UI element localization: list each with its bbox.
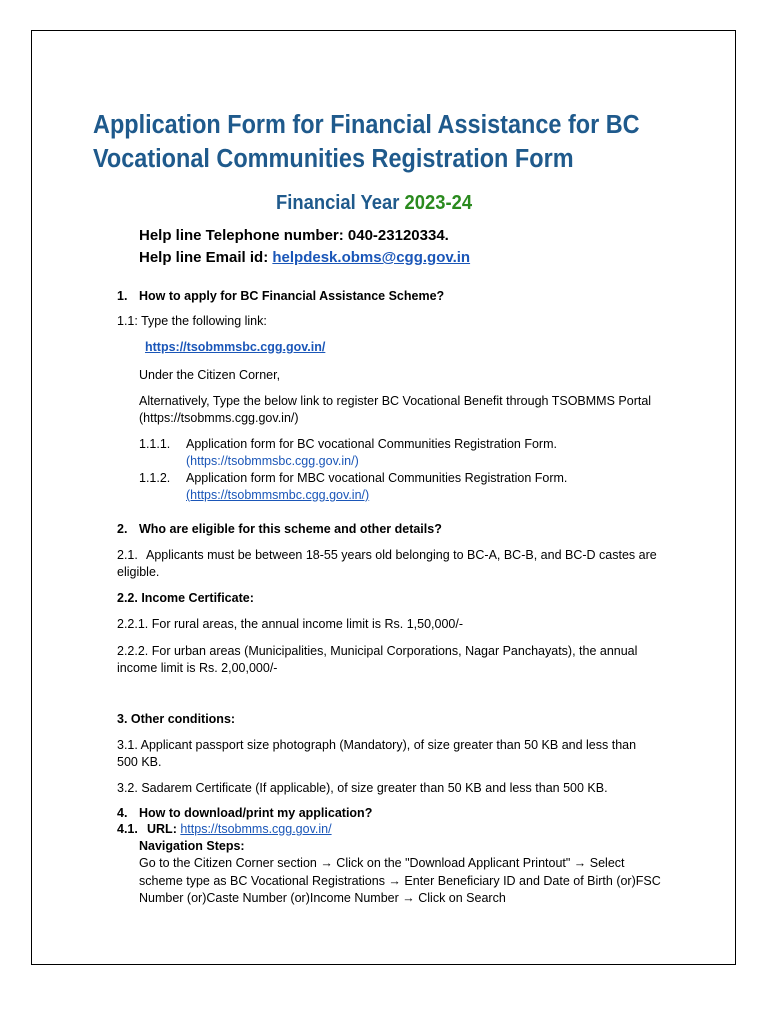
section-2-2-1: 2.2.1. For rural areas, the annual income limit is Rs. 1,50,000/- [117, 617, 463, 631]
citizen-corner-text: Under the Citizen Corner, [139, 368, 281, 382]
document-title [93, 108, 640, 176]
alternative-text-line-1: Alternatively, Type the below link to register BC Vocational Benefit through TSOBMMS Portal [139, 394, 652, 408]
helpline-email-label: Help line Email id: [139, 249, 269, 266]
section-1-1-2 [139, 470, 567, 487]
alternative-text-line-2: (https://tsobmms.cgg.gov.in/) [139, 411, 299, 425]
section-1-1-label-text: 1.1: Type the following link: [117, 314, 267, 328]
title-line-2: Vocational Communities Registration Form [93, 145, 574, 173]
section-2-2-2-line-1: 2.2.2. For urban areas (Municipalities, Municipal Corporations, Nagar Panchayats), the annual [117, 644, 638, 658]
section-1-1-1 [139, 436, 557, 453]
section-4-heading [117, 805, 372, 822]
financial-year-label: Financial Year [276, 192, 400, 214]
section-1-heading-text: How to apply for BC Financial Assistance Scheme? [139, 289, 445, 303]
section-3-2: 3.2. Sadarem Certificate (If applicable), of size greater than 50 KB and less than 500 KB. [117, 781, 608, 795]
section-4-1-url-label: URL: [147, 822, 177, 836]
section-1-1-1-text: Application form for BC vocational Communities Registration Form. [186, 437, 557, 451]
helpline-email-link[interactable]: helpdesk.obms@cgg.gov.in [272, 249, 471, 266]
section-2-heading [117, 521, 442, 538]
section-1-1-2-text: Application form for MBC vocational Communities Registration Form. [186, 471, 568, 485]
navigation-steps-line-1: Go to the Citizen Corner section → Click on the "Download Applicant Printout" → Select [139, 856, 625, 870]
section-2-1-line-1: Applicants must be between 18-55 years old belonging to BC-A, BC-B, and BC-D castes are [146, 548, 657, 562]
mbc-registration-link[interactable]: (https://tsobmmsmbc.cgg.gov.in/) [186, 488, 370, 502]
section-2-2-2-line-2: income limit is Rs. 2,00,000/- [117, 661, 278, 675]
section-4-1-number: 4.1. [117, 822, 138, 836]
navigation-steps-line-2: scheme type as BC Vocational Registrations → Enter Beneficiary ID and Date of Birth (or)FSC [139, 874, 661, 888]
bc-registration-link[interactable]: (https://tsobmmsbc.cgg.gov.in/) [186, 454, 359, 468]
section-1-1-label [117, 313, 267, 330]
tsobmms-link[interactable]: https://tsobmms.cgg.gov.in/ [180, 822, 332, 836]
section-4-number: 4. [117, 806, 128, 820]
financial-year-value: 2023-24 [404, 192, 473, 214]
section-2-1 [117, 547, 657, 564]
section-1-1-1-number: 1.1.1. [139, 437, 171, 451]
section-2-heading-text: Who are eligible for this scheme and other details? [139, 522, 442, 536]
helpline-email-row [139, 247, 470, 268]
tsobmmsbc-link[interactable]: https://tsobmmsbc.cgg.gov.in/ [145, 340, 326, 354]
navigation-steps-heading: Navigation Steps: [139, 839, 245, 853]
financial-year [276, 190, 472, 216]
section-1-number: 1. [117, 289, 128, 303]
section-3-1-line-2: 500 KB. [117, 755, 162, 769]
section-1-1-2-number: 1.1.2. [139, 471, 171, 485]
section-4-1 [117, 821, 332, 838]
helpline-phone: Help line Telephone number: 040-23120334. [139, 227, 449, 244]
section-4-heading-text: How to download/print my application? [139, 806, 373, 820]
section-1-heading [117, 288, 444, 305]
title-line-1: Application Form for Financial Assistance for BC [93, 111, 640, 139]
section-3-heading: 3. Other conditions: [117, 712, 236, 726]
section-2-number: 2. [117, 522, 128, 536]
section-2-1-number: 2.1. [117, 548, 138, 562]
section-2-2-heading: 2.2. Income Certificate: [117, 591, 254, 605]
navigation-steps-line-3: Number (or)Caste Number (or)Income Number → Click on Search [139, 891, 506, 905]
section-3-1-line-1: 3.1. Applicant passport size photograph (Mandatory), of size greater than 50 KB and less than [117, 738, 637, 752]
section-2-1-line-2: eligible. [117, 565, 160, 579]
